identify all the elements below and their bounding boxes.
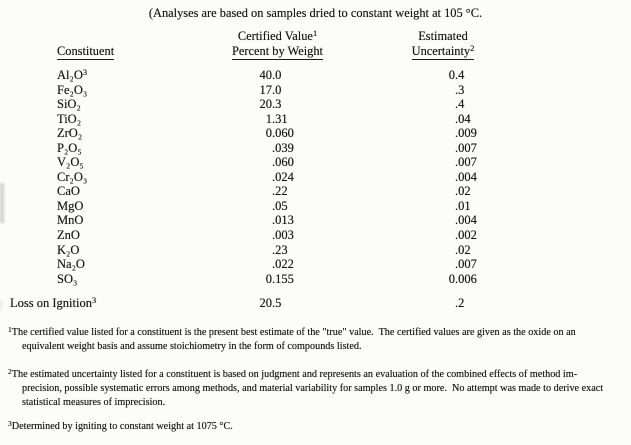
- table-row: [0, 126, 631, 141]
- estimated-header-line2: [370, 44, 516, 58]
- table-row: [0, 68, 631, 83]
- table-row: [0, 184, 631, 199]
- certified-value: .024: [272, 169, 294, 184]
- footnote-line: $^3$Determined by igniting to constant weight at 1075 °C.: [8, 418, 233, 432]
- uncertainty-value: .01: [455, 198, 471, 213]
- uncertainty-value: .04: [455, 111, 471, 126]
- uncertainty-value: .007: [455, 140, 477, 155]
- analysis-note: (Analyses are based on samples dried to constant weight at 105 °C.: [148, 6, 483, 20]
- constituent-formula: P₂O₅: [57, 140, 82, 155]
- footnote-line: equivalent weight basis and assume stoichiometry in the form of compounds listed.: [22, 341, 362, 352]
- constituent-formula: SiO₂: [57, 97, 81, 112]
- table-row: [0, 112, 631, 127]
- constituent-formula: Na₂O: [57, 257, 85, 272]
- constituent-formula: ZrO₂: [57, 126, 83, 141]
- table-row: [0, 83, 631, 98]
- table-row: [0, 228, 631, 243]
- table-row: [0, 272, 631, 287]
- certified-value: .060: [272, 155, 294, 170]
- constituents-table-body: [0, 68, 631, 286]
- constituent-formula: ZnO: [57, 228, 80, 243]
- certified-value: .039: [272, 140, 294, 155]
- footnote-3: [8, 420, 233, 434]
- certified-value: 0.155: [265, 271, 294, 286]
- certified-value: .003: [272, 228, 294, 243]
- footnote-2: [8, 368, 603, 410]
- certified-value: .013: [272, 213, 294, 228]
- footnote-line: statistical measures of imprecision.: [22, 397, 166, 408]
- footnote-marker: 3: [8, 418, 12, 428]
- certified-value: 17.0: [259, 82, 282, 97]
- uncertainty-value: .009: [455, 126, 477, 141]
- footnote-ref: 3: [82, 66, 88, 77]
- uncertainty-value: .02: [455, 242, 471, 257]
- footnote-line: $^2$The estimated uncertainty listed for a constituent is based on judgment and represents an evaluation of the combined effects of method im-: [8, 366, 578, 380]
- constituent-formula: Loss on Ignition$^3$: [10, 294, 97, 310]
- table-row: [0, 97, 631, 112]
- certified-value: .05: [272, 198, 288, 213]
- footnote-marker: 1: [8, 324, 12, 334]
- uncertainty-value: .007: [455, 155, 477, 170]
- constituent-formula: Fe₂O₃: [57, 82, 88, 97]
- constituent-formula: CaO: [57, 184, 80, 199]
- uncertainty-label: Uncertainty$^2$: [411, 42, 475, 58]
- table-row: [0, 243, 631, 258]
- estimated-header-line1: [370, 29, 516, 43]
- uncertainty-value: .007: [455, 257, 477, 272]
- footnote-1: [8, 326, 576, 354]
- constituent-header: [57, 44, 114, 58]
- constituent-formula: MnO: [57, 213, 84, 228]
- constituent-formula: TiO₂: [57, 111, 82, 126]
- table-row: [0, 170, 631, 185]
- footnote-ref-3: 3: [91, 294, 97, 305]
- uncertainty-value: 0.006: [448, 271, 477, 286]
- certified-value: .22: [272, 184, 288, 199]
- table-row: [0, 199, 631, 214]
- uncertainty-value: .004: [455, 169, 477, 184]
- table-row: [0, 141, 631, 156]
- certified-value: 20.3: [259, 97, 282, 112]
- uncertainty-value: 0.4: [448, 68, 465, 82]
- certified-value: 0.060: [265, 126, 294, 141]
- uncertainty-value: .3: [455, 82, 465, 97]
- estimated-label: Estimated: [418, 29, 468, 43]
- footnote-line: $^1$The certified value listed for a constituent is the present best estimate of the "true" value. The certified values are given as the oxide on an: [8, 324, 576, 338]
- footnote-marker: 2: [8, 366, 12, 376]
- footnote-line: precision, possible systematic errors among methods, and material variability for samples 1.0 g or more. No attempt was made to derive exact: [22, 383, 604, 394]
- certified-value: 20.5: [259, 296, 282, 310]
- constituent-formula: MgO: [57, 198, 84, 213]
- constituent-formula: K₂O: [57, 242, 80, 257]
- footnote-ref-2: 2: [470, 42, 475, 53]
- constituent-formula: $Al_2O^3$: [57, 66, 88, 82]
- certified-value: 40.0: [259, 68, 282, 82]
- constituent-formula: Cr₂O₃: [57, 169, 88, 184]
- certified-value: .23: [272, 242, 288, 257]
- certified-value-label: Certified Value: [237, 29, 313, 43]
- table-row: [0, 213, 631, 228]
- certified-value: 1.31: [265, 111, 288, 126]
- constituent-label: Constituent: [57, 44, 115, 58]
- certified-value-header-line2: [180, 44, 375, 58]
- footnote-ref-1: 1: [312, 27, 318, 38]
- table-row: [0, 155, 631, 170]
- table-row: [0, 257, 631, 272]
- percent-by-weight-label: Percent by Weight: [232, 44, 323, 58]
- uncertainty-value: .02: [455, 184, 471, 199]
- uncertainty-value: .4: [455, 97, 465, 112]
- constituent-formula: SO₃: [57, 271, 78, 286]
- constituent-formula: V₂O₅: [57, 155, 84, 170]
- uncertainty-value: .2: [455, 296, 465, 310]
- certified-value: .022: [272, 257, 294, 272]
- uncertainty-value: .004: [455, 213, 477, 228]
- uncertainty-value: .002: [455, 228, 477, 243]
- certified-value-header-line1: [180, 29, 375, 43]
- loss-on-ignition-row: [0, 296, 631, 311]
